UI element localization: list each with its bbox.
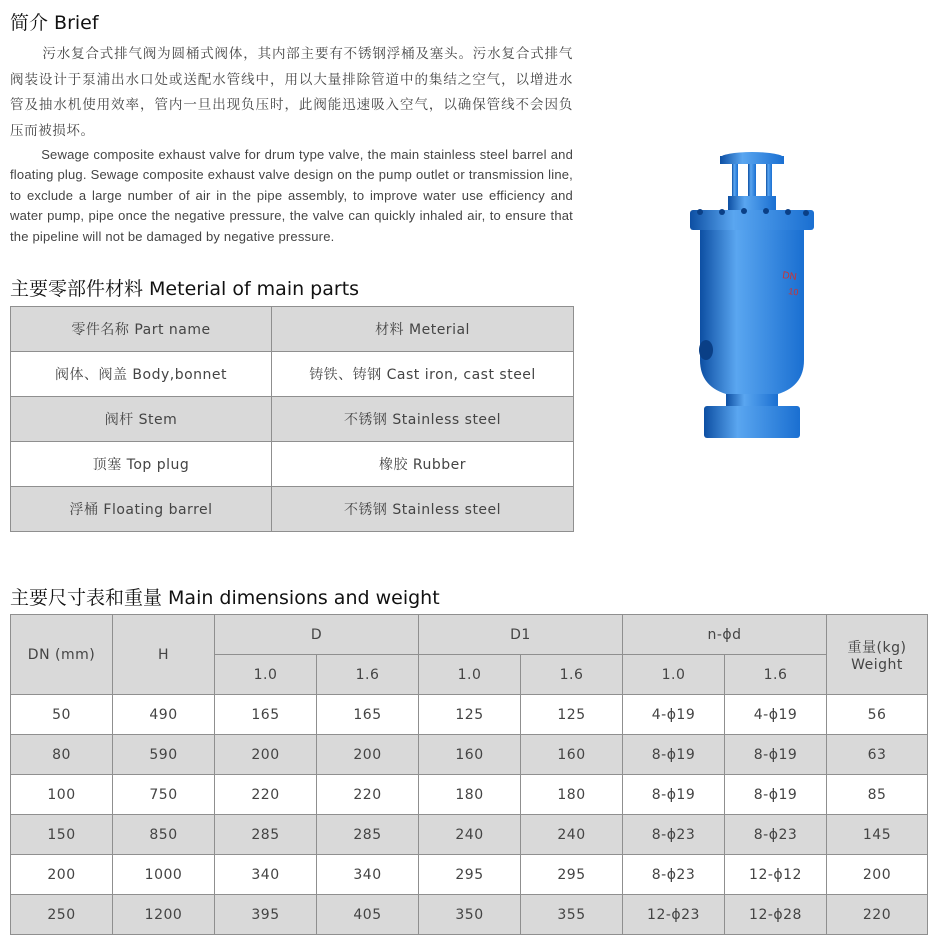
dimension-cell: 350 <box>419 895 521 935</box>
dimension-cell: 12-ϕ28 <box>725 895 827 935</box>
part-name-cell: 阀杆 Stem <box>11 397 272 442</box>
col-nphi-pn16: 1.6 <box>725 655 827 695</box>
material-cell: 不锈钢 Stainless steel <box>272 397 574 442</box>
valve-top-flange <box>690 210 814 230</box>
dimension-cell: 240 <box>521 815 623 855</box>
dimension-cell: 200 <box>827 855 928 895</box>
dimension-cell: 295 <box>521 855 623 895</box>
material-cell: 橡胶 Rubber <box>272 442 574 487</box>
dimension-cell: 63 <box>827 735 928 775</box>
dimension-cell: 56 <box>827 695 928 735</box>
valve-neck <box>728 196 776 210</box>
material-cell: 不锈钢 Stainless steel <box>272 487 574 532</box>
dimension-cell: 125 <box>521 695 623 735</box>
dimension-cell: 4-ϕ19 <box>725 695 827 735</box>
svg-text:10: 10 <box>787 286 800 298</box>
col-d: D <box>215 615 419 655</box>
col-d1: D1 <box>419 615 623 655</box>
dimension-cell: 850 <box>113 815 215 855</box>
valve-bottom-neck <box>726 394 778 408</box>
parts-col-part-name: 零件名称 Part name <box>11 307 272 352</box>
col-weight <box>827 615 928 695</box>
dimension-cell: 285 <box>317 815 419 855</box>
dimension-cell: 200 <box>215 735 317 775</box>
valve-side-boss <box>699 340 713 360</box>
dimensions-heading: 主要尺寸表和重量 Main dimensions and weight <box>10 587 440 609</box>
col-d1-pn16: 1.6 <box>521 655 623 695</box>
dimension-cell: 125 <box>419 695 521 735</box>
valve-product-image <box>688 150 816 440</box>
dimension-cell: 405 <box>317 895 419 935</box>
dimension-cell: 200 <box>11 855 113 895</box>
valve-bottom-flange <box>704 406 800 438</box>
dimension-cell: 4-ϕ19 <box>623 695 725 735</box>
col-nphi-pn10: 1.0 <box>623 655 725 695</box>
table-row <box>11 695 928 735</box>
parts-header-row <box>11 307 574 352</box>
table-row <box>11 775 928 815</box>
col-h: H <box>113 615 215 695</box>
dimension-cell: 165 <box>215 695 317 735</box>
dimension-cell: 220 <box>317 775 419 815</box>
dimension-cell: 8-ϕ23 <box>623 855 725 895</box>
part-name-cell: 阀体、阀盖 Body,bonnet <box>11 352 272 397</box>
dims-header-row-1 <box>11 615 928 655</box>
dimension-cell: 220 <box>215 775 317 815</box>
table-row <box>11 442 574 487</box>
weight-label-en: Weight <box>851 656 903 673</box>
brief-text-english: Sewage composite exhaust valve for drum type valve, the main stainless steel barrel and floating plug. Sewage composite exhaust valve design on the pump outlet or transmission line, to exclude a large number of air in the pipe assembly, to improve water use efficiency and water pump, pipe once the negative pressure, the valve can quickly inhaled air, to ensure that the pipeline will not be damaged by negative pressure. <box>10 147 573 244</box>
material-cell: 铸铁、铸钢 Cast iron, cast steel <box>272 352 574 397</box>
dimension-cell: 8-ϕ19 <box>623 775 725 815</box>
table-row <box>11 487 574 532</box>
table-row <box>11 895 928 935</box>
col-d-pn10: 1.0 <box>215 655 317 695</box>
table-row <box>11 815 928 855</box>
dimension-cell: 8-ϕ23 <box>623 815 725 855</box>
dimension-cell: 1200 <box>113 895 215 935</box>
dimension-cell: 160 <box>521 735 623 775</box>
dimension-cell: 100 <box>11 775 113 815</box>
part-name-cell: 浮桶 Floating barrel <box>11 487 272 532</box>
dimensions-table <box>10 614 928 935</box>
dimension-cell: 145 <box>827 815 928 855</box>
dimension-cell: 340 <box>215 855 317 895</box>
dimension-cell: 340 <box>317 855 419 895</box>
dimension-cell: 8-ϕ23 <box>725 815 827 855</box>
dimension-cell: 85 <box>827 775 928 815</box>
col-n-phi-d: n-ϕd <box>623 615 827 655</box>
brief-text-chinese: 污水复合式排气阀为圆桶式阀体，其内部主要有不锈钢浮桶及塞头。污水复合式排气阀装设计于泵浦出水口处或送配水管线中，用以大量排除管道中的集结之空气，以增进水管及抽水机使用效率，管内一旦出现负压时，此阀能迅速吸入空气，以确保管线不会因负压而被损坏。 <box>10 46 573 139</box>
col-d1-pn10: 1.0 <box>419 655 521 695</box>
dimension-cell: 8-ϕ19 <box>725 775 827 815</box>
valve-body-marking: DN <box>781 270 798 283</box>
dimension-cell: 490 <box>113 695 215 735</box>
dimension-cell: 295 <box>419 855 521 895</box>
table-row <box>11 735 928 775</box>
dimension-cell: 180 <box>419 775 521 815</box>
parts-col-material: 材料 Meterial <box>272 307 574 352</box>
valve-body <box>700 230 804 394</box>
dimension-cell: 8-ϕ19 <box>725 735 827 775</box>
dimension-cell: 240 <box>419 815 521 855</box>
table-row <box>11 352 574 397</box>
weight-label-cn: 重量(kg) <box>847 639 907 656</box>
dimension-cell: 1000 <box>113 855 215 895</box>
dimension-cell: 150 <box>11 815 113 855</box>
dimension-cell: 12-ϕ23 <box>623 895 725 935</box>
col-dn: DN (mm) <box>11 615 113 695</box>
dimension-cell: 250 <box>11 895 113 935</box>
dimension-cell: 160 <box>419 735 521 775</box>
parts-heading: 主要零部件材料 Meterial of main parts <box>10 278 360 300</box>
col-d-pn16: 1.6 <box>317 655 419 695</box>
dimension-cell: 8-ϕ19 <box>623 735 725 775</box>
table-row <box>11 855 928 895</box>
dimension-cell: 80 <box>11 735 113 775</box>
parts-table <box>10 306 574 532</box>
dimension-cell: 165 <box>317 695 419 735</box>
dimension-cell: 200 <box>317 735 419 775</box>
valve-cap-rim <box>720 156 784 164</box>
dimension-cell: 355 <box>521 895 623 935</box>
dimension-cell: 50 <box>11 695 113 735</box>
table-row <box>11 397 574 442</box>
dimensions-body <box>11 695 928 935</box>
dimension-cell: 750 <box>113 775 215 815</box>
dimension-cell: 12-ϕ12 <box>725 855 827 895</box>
part-name-cell: 顶塞 Top plug <box>11 442 272 487</box>
dimension-cell: 180 <box>521 775 623 815</box>
dimension-cell: 220 <box>827 895 928 935</box>
dimension-cell: 395 <box>215 895 317 935</box>
dimension-cell: 590 <box>113 735 215 775</box>
dimension-cell: 285 <box>215 815 317 855</box>
brief-heading: 简介 Brief <box>10 12 99 34</box>
